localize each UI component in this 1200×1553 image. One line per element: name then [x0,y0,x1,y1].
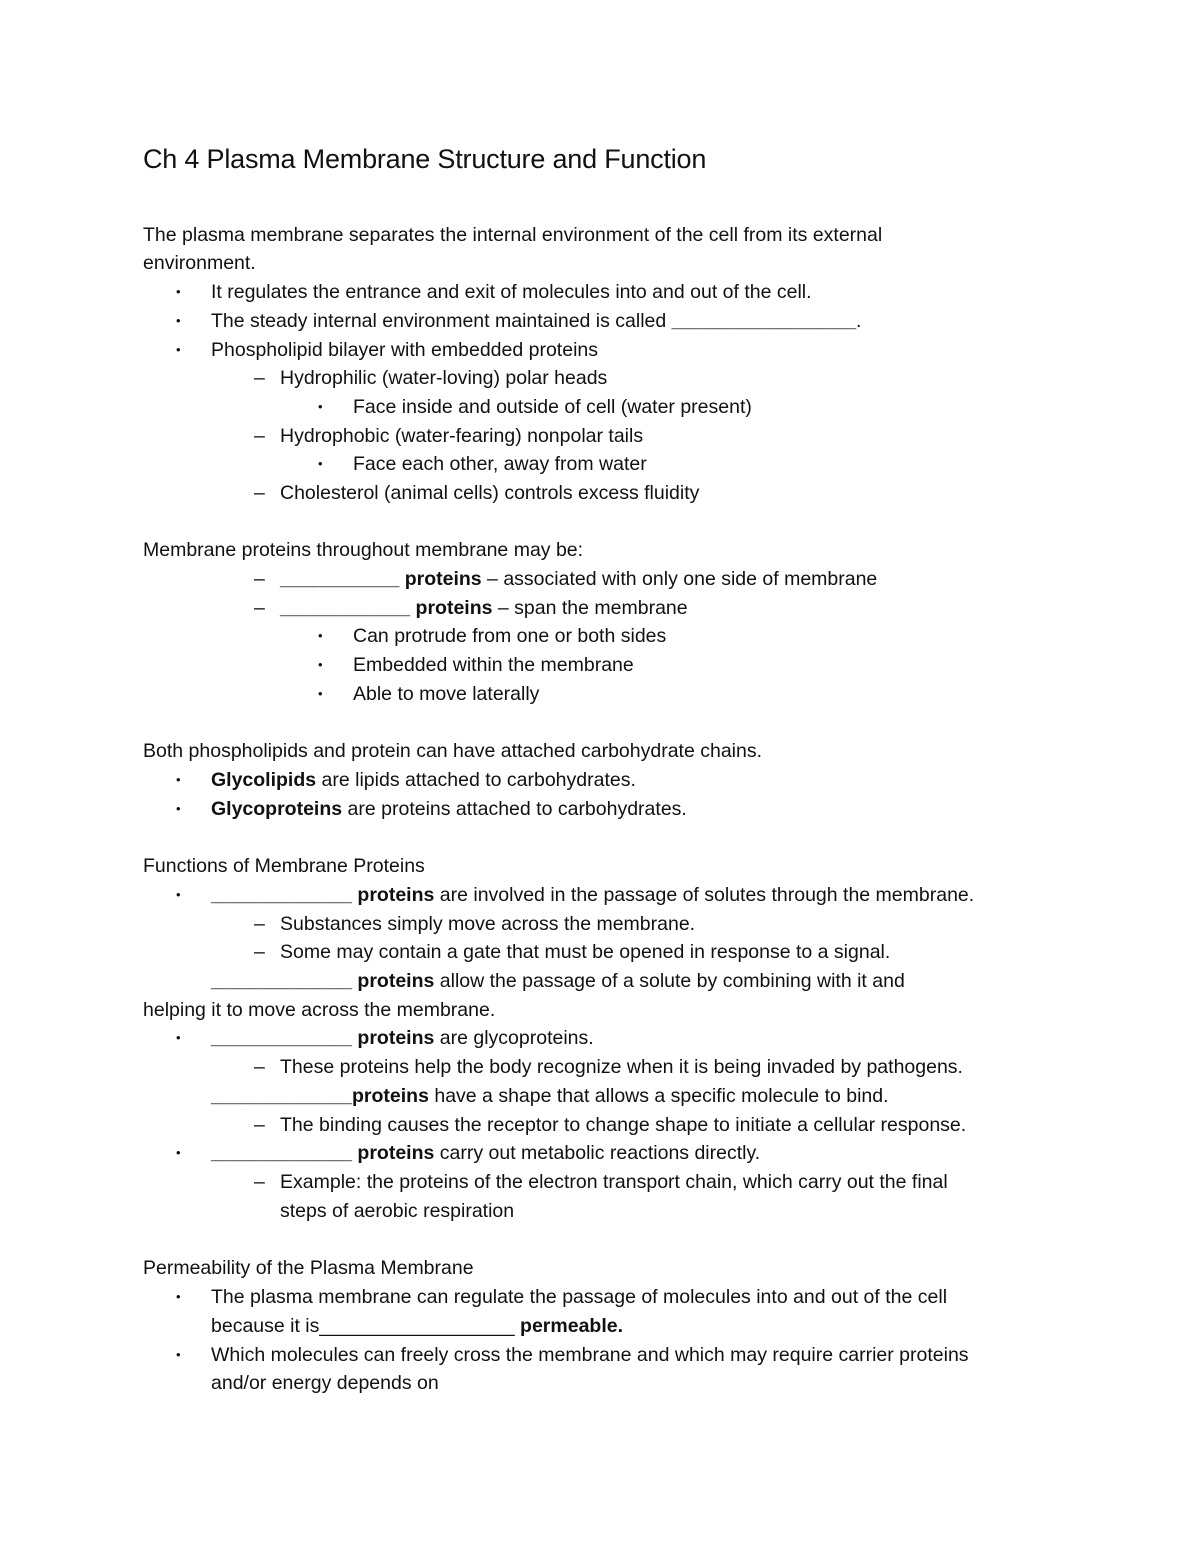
list-item-text: Embedded within the membrane [353,654,634,676]
list-item-continuation: and/or energy depends on [211,1372,439,1394]
paragraph-text: allow the passage of a solute by combining with it and [434,970,905,992]
paragraph: The plasma membrane separates the internal environment of the cell from its external [143,224,883,246]
list-item [176,1140,760,1166]
fill-in-blank: _________________ [671,310,857,332]
list-item-text: Can protrude from one or both sides [353,625,667,647]
bullet-icon: • [176,1030,181,1045]
sub-sub-list-item [318,394,752,420]
bold-term: proteins [352,1142,435,1164]
dash-icon: – [254,425,265,447]
bullet-icon: • [176,887,181,902]
fill-in-blank: ____________ [280,597,411,619]
bullet-icon: • [176,284,181,299]
list-item-text: are proteins attached to carbohydrates. [342,798,687,820]
bold-term: proteins [352,970,435,992]
sub-list-item [254,939,890,965]
bold-term: Glycolipids [211,769,317,791]
list-item-text: The binding causes the receptor to change shape to initiate a cellular response. [280,1114,967,1136]
bold-term: Glycoproteins [211,798,343,820]
dash-icon: – [254,367,265,389]
bullet-icon: • [318,399,323,414]
fill-in-blank: _____________ [211,884,352,906]
paragraph: Both phospholipids and protein can have attached carbohydrate chains. [143,740,763,762]
sub-list-item [254,595,688,621]
list-item-continuation: steps of aerobic respiration [280,1200,515,1222]
page-title: Ch 4 Plasma Membrane Structure and Function [143,144,707,174]
dash-icon: – [254,1171,265,1193]
sub-list-item [254,365,607,391]
list-item-text: are glycoproteins. [434,1027,594,1049]
fill-in-blank: _____________ [211,1027,352,1049]
sub-list-item [254,1169,948,1195]
fill-in-blank: __________________ [319,1315,515,1337]
dash-icon: – [254,597,265,619]
bold-term: proteins [352,884,435,906]
list-item-text: Hydrophobic (water-fearing) nonpolar tails [280,425,644,447]
bullet-icon: • [176,1347,181,1362]
bold-term: proteins [352,1085,429,1107]
list-item [176,767,636,793]
list-item [176,337,598,363]
list-item-text: are involved in the passage of solutes through the membrane. [434,884,975,906]
sub-sub-list-item [318,451,647,477]
bullet-icon: • [176,1289,181,1304]
list-item-text: because it is [211,1315,320,1337]
bold-term: proteins [399,568,482,590]
bullet-icon: • [176,801,181,816]
list-item [176,882,974,908]
list-item [176,1284,947,1310]
list-item-text: Phospholipid bilayer with embedded proteins [211,339,598,361]
dash-icon: – [254,941,265,963]
section-heading: Functions of Membrane Proteins [143,855,425,877]
sub-list-item [254,911,695,937]
dash-icon: – [254,482,265,504]
list-item [176,308,861,334]
section-heading: Permeability of the Plasma Membrane [143,1257,474,1279]
fill-in-blank: _____________ [211,1085,352,1107]
fill-in-blank: _____________ [211,1142,352,1164]
sub-sub-list-item [318,652,634,678]
bullet-icon: • [318,657,323,672]
paragraph [211,968,905,994]
paragraph-text: have a shape that allows a specific molecule to bind. [428,1085,889,1107]
list-item-text: It regulates the entrance and exit of molecules into and out of the cell. [211,281,812,303]
bullet-icon: • [318,686,323,701]
dash-icon: – [254,1056,265,1078]
dash-icon: – [254,1114,265,1136]
list-item-text: Able to move laterally [353,683,540,705]
list-item-text: These proteins help the body recognize when it is being invaded by pathogens. [280,1056,963,1078]
dash-icon: – [254,913,265,935]
list-item [176,1025,594,1051]
list-item-text: Face each other, away from water [353,453,647,475]
list-item [176,279,812,305]
bullet-icon: • [318,628,323,643]
list-item-text: Which molecules can freely cross the membrane and which may require carrier proteins [211,1344,969,1366]
list-item [176,1342,969,1368]
sub-list-item [254,423,643,449]
bullet-icon: • [176,772,181,787]
bold-term: permeable. [514,1315,624,1337]
sub-sub-list-item [318,681,539,707]
bold-term: proteins [410,597,493,619]
bullet-icon: • [318,456,323,471]
list-item-text: carry out metabolic reactions directly. [434,1142,761,1164]
list-item-text: – span the membrane [492,597,688,619]
sub-sub-list-item [318,623,666,649]
paragraph: environment. [143,252,256,274]
paragraph [211,1083,889,1109]
list-item-text: Substances simply move across the membrane. [280,913,696,935]
paragraph: helping it to move across the membrane. [143,999,496,1021]
list-item-text: Example: the proteins of the electron transport chain, which carry out the final [280,1171,948,1193]
bold-term: proteins [352,1027,435,1049]
list-item-text: Cholesterol (animal cells) controls excess fluidity [280,482,700,504]
fill-in-blank: _____________ [211,970,352,992]
paragraph: Membrane proteins throughout membrane may be: [143,539,584,561]
list-item-text: Hydrophilic (water-loving) polar heads [280,367,608,389]
sub-list-item [254,1054,963,1080]
bullet-icon: • [176,1145,181,1160]
list-item-text: Face inside and outside of cell (water present) [353,396,752,418]
dash-icon: – [254,568,265,590]
list-item [176,796,687,822]
fill-in-blank: ___________ [280,568,400,590]
sub-list-item [254,1112,966,1138]
bullet-icon: • [176,313,181,328]
list-item-text: Some may contain a gate that must be opened in response to a signal. [280,941,891,963]
list-item-text: – associated with only one side of membrane [481,568,878,590]
sub-list-item [254,566,877,592]
list-item-text: are lipids attached to carbohydrates. [316,769,636,791]
list-item-text: The steady internal environment maintained is called [211,310,672,332]
sub-list-item [254,480,699,506]
bullet-icon: • [176,342,181,357]
list-item-continuation [211,1313,623,1339]
list-item-text: The plasma membrane can regulate the passage of molecules into and out of the cell [211,1286,948,1308]
list-item-text: . [856,310,862,332]
